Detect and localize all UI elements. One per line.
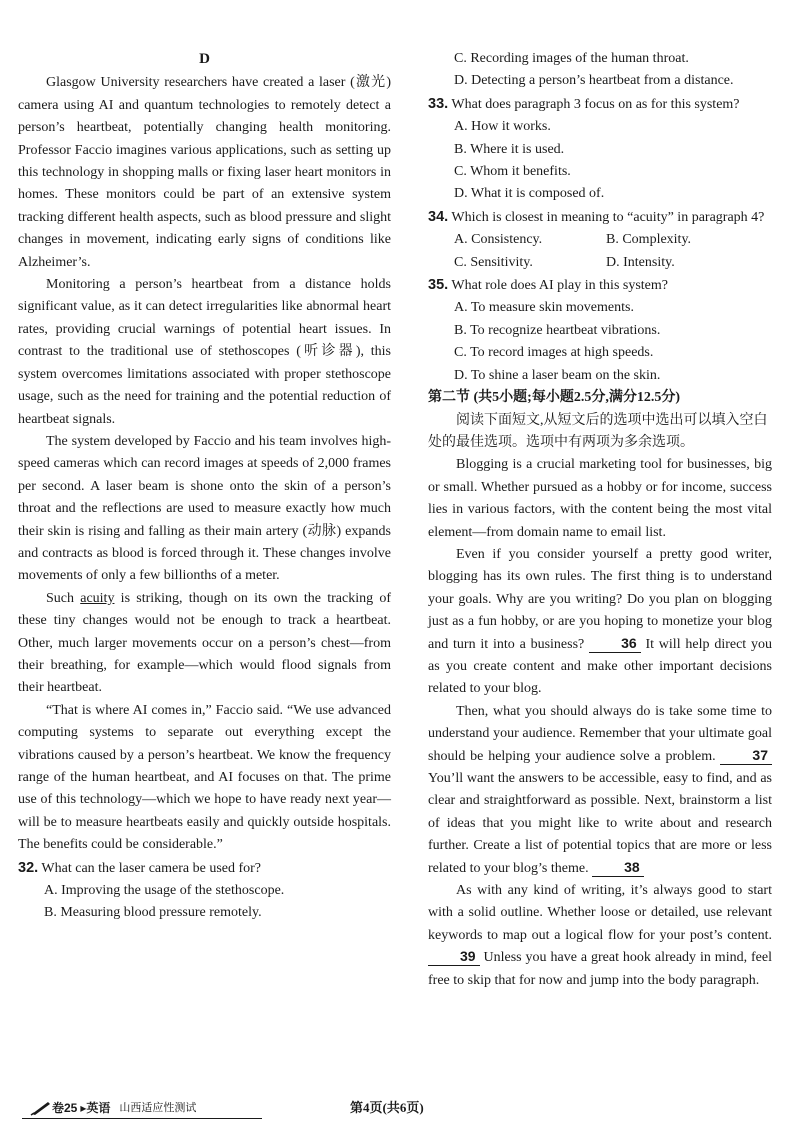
question-34-number: 34.	[428, 208, 449, 225]
question-32-stem: What can the laser camera be used for?	[41, 860, 262, 876]
footer-arrow-icon: ▸	[80, 1101, 87, 1115]
question-32-number: 32.	[18, 859, 39, 876]
passage-paragraph-4	[18, 588, 391, 700]
r3a-text: Then, what you should always do is take some time to understand your audience. Remember that your ultimate goal should be helping your audience solve a problem.	[428, 703, 772, 764]
q34-option-b[interactable]: B. Complexity.	[606, 232, 692, 248]
reading-paragraph-2	[428, 544, 772, 701]
q34-option-c[interactable]: C. Sensitivity.	[454, 254, 533, 270]
footer-exam: 山西适应性测试	[119, 1102, 197, 1114]
page-footer	[0, 1097, 800, 1121]
question-33	[428, 93, 772, 116]
blank-39[interactable]: 39	[428, 948, 480, 966]
passage-paragraph-2: Monitoring a person’s heartbeat from a distance holds significant value, as it can detect irregularities like abnormal heart rates, providing crucial warnings of potential heart issues. In contrast to the traditional use of stethoscopes (听诊器), this system overcomes limitations associated with proper stethoscope usage, such as the need for training and the potential reduction of heartbeat signals.	[18, 277, 391, 427]
reading-paragraph-4	[428, 880, 772, 992]
passage-paragraph-1: Glasgow University researchers have created a laser (激光) camera using AI and quantum technologies to remotely detect a person’s heartbeat, potentially changing health monitoring. Professor Faccio imagines various applications, such as setting up this technology in shopping malls or fixing laser heart monitors in homes. These monitors could be part of an extensive system tracking different health aspects, such as blood pressure and slight changes in movement, indicating early signs of conditions like Alzheimer’s.	[18, 75, 391, 270]
q34-options-row-2	[428, 252, 772, 274]
footer-volume: 卷25	[52, 1101, 78, 1115]
p4-pre: Such	[46, 590, 81, 606]
question-33-number: 33.	[428, 95, 449, 112]
pen-logo-icon	[30, 1100, 52, 1116]
q33-option-d[interactable]: D. What it is composed of.	[454, 186, 605, 202]
q32-option-d[interactable]: D. Detecting a person’s heartbeat from a distance.	[454, 73, 734, 89]
question-35	[428, 274, 772, 297]
footer-rule	[22, 1118, 262, 1119]
page-number: 第4页(共6页)	[350, 1100, 424, 1115]
q33-option-b[interactable]: B. Where it is used.	[454, 141, 565, 157]
footer-brand	[30, 1097, 196, 1119]
reading-paragraph-3	[428, 701, 772, 880]
q32-option-c[interactable]: C. Recording images of the human throat.	[454, 51, 689, 66]
q33-option-a[interactable]: A. How it works.	[454, 119, 551, 135]
underlined-word-acuity: acuity	[80, 590, 115, 606]
question-34	[428, 206, 772, 229]
left-column	[18, 48, 391, 925]
passage-paragraph-3: The system developed by Faccio and his team involves high-speed cameras which can record images at speeds of 2,000 frames per second. A laser beam is shone onto the skin of a person’s throat and the reflections are used to measure exactly how much their skin is rising and falling as their main artery (动脉) expands and contracts as blood is forced through it. These changes involve movements of only a few billionths of a meter.	[18, 433, 391, 584]
question-35-number: 35.	[428, 277, 449, 294]
q35-option-a[interactable]: A. To measure skin movements.	[454, 300, 634, 316]
section-title: 第二节 (共5小题;每小题2.5分,满分12.5分)	[428, 390, 680, 406]
q34-option-d[interactable]: D. Intensity.	[606, 254, 675, 270]
r3b-text: You’ll want the answers to be accessible, easy to find, and as clear and straightforward as possible. Next, brainstorm a list of ideas that you might like to write about and research further. Create a list of potential topics that are more or less related to your blog’s theme.	[428, 771, 772, 876]
r4b-text: Unless you have a great hook already in mind, feel free to skip that for now and jump into the body paragraph.	[428, 950, 772, 988]
reading-paragraph-1: Blogging is a crucial marketing tool for businesses, big or small. Whether pursued as a hobby or for income, success lies in various factors, with the content being the most vital element—from domain name to email list.	[428, 457, 772, 540]
footer-subject: 英语	[86, 1101, 111, 1115]
q32-option-b[interactable]: B. Measuring blood pressure remotely.	[44, 905, 262, 921]
q35-option-b[interactable]: B. To recognize heartbeat vibrations.	[454, 322, 661, 338]
blank-38[interactable]: 38	[592, 859, 644, 877]
q33-option-c[interactable]: C. Whom it benefits.	[454, 164, 571, 180]
question-32	[18, 857, 391, 880]
q35-option-d[interactable]: D. To shine a laser beam on the skin.	[454, 367, 661, 383]
question-33-stem: What does paragraph 3 focus on as for this system?	[451, 96, 740, 112]
q34-option-a[interactable]: A. Consistency.	[454, 232, 543, 248]
passage-paragraph-5: “That is where AI comes in,” Faccio said. “We use advanced computing systems to separate out everything except the vibrations caused by a person’s heartbeat. We know the frequency range of the human heartbeat, and AI focuses on that. The prime use of this technology—which we hope to have ready next year—will be to measure heartbeats easily and quickly outside hospitals. The benefits could be considerable.”	[18, 702, 391, 853]
q32-option-a[interactable]: A. Improving the usage of the stethoscope.	[44, 883, 285, 899]
right-column	[428, 48, 772, 992]
r2b-text: It will help direct you as you create content and make other important decisions related to your blog.	[428, 636, 772, 697]
question-35-stem: What role does AI play in this system?	[451, 278, 668, 294]
section-instructions: 阅读下面短文,从短文后的选项中选出可以填入空白处的最佳选项。选项中有两项为多余选项。	[428, 412, 768, 450]
blank-37[interactable]: 37	[720, 747, 772, 765]
r2-text: Even if you consider yourself a pretty good writer, blogging has its own rules. The first thing is to understand your goals. Why are you writing? Do you plan on blogging just as a fun hobby, or are you hoping to monetize your blog and turn it into a business?	[428, 546, 772, 652]
blank-36[interactable]: 36	[589, 635, 641, 653]
p4-post: is striking, though on its own the tracking of these tiny changes would not be enough to track a heartbeat. Other, much larger movements occur on a person’s chest—from their breathing, for example—which would flood signals from their heartbeat.	[18, 590, 391, 696]
passage-heading: D	[199, 51, 210, 67]
r4a-text: As with any kind of writing, it’s always good to start with a solid outline. Whether loose or detailed, use relevant keywords to map out a logical flow for your post’s content.	[428, 883, 772, 943]
q35-option-c[interactable]: C. To record images at high speeds.	[454, 345, 654, 361]
question-34-stem: Which is closest in meaning to “acuity” in paragraph 4?	[451, 209, 765, 225]
q34-options-row-1	[428, 229, 772, 251]
